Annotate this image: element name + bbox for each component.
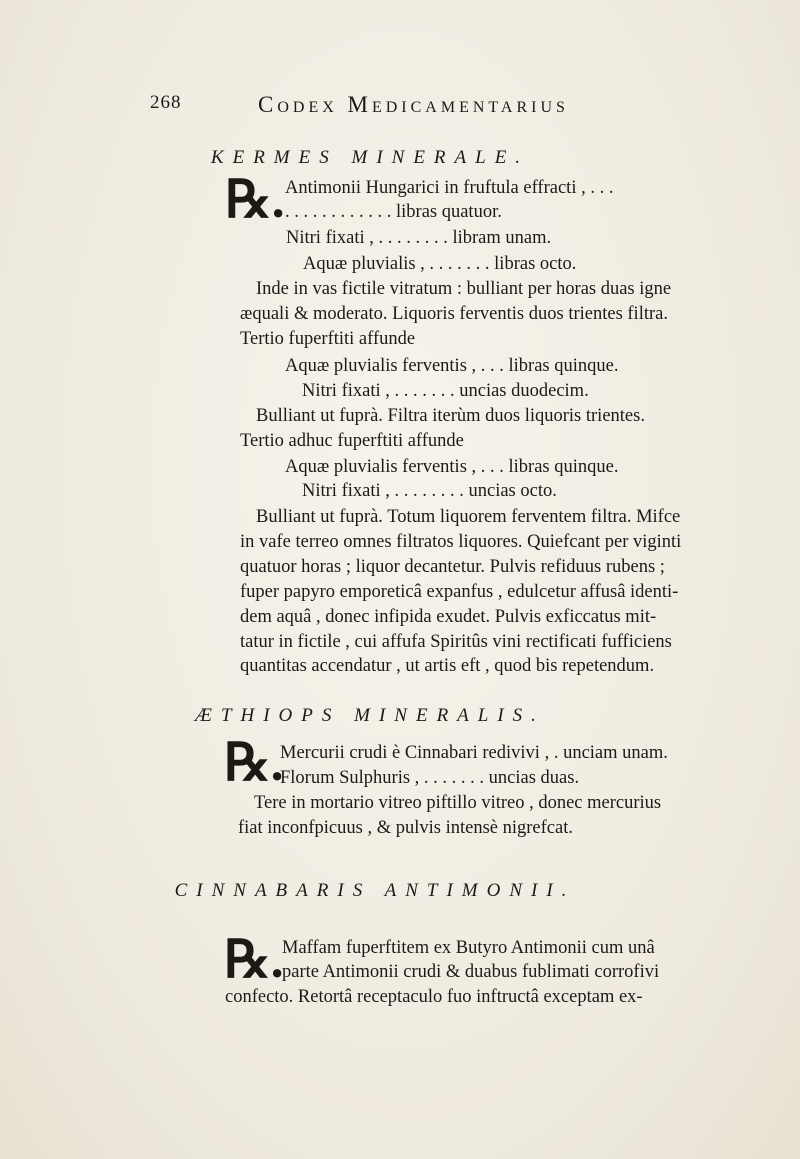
text-line: Inde in vas fictile vitratum : bulliant per horas duas igne [256, 279, 672, 299]
text-line: quantitas accendatur , ut artis eft , quod bis repetendum. [240, 656, 655, 676]
text-line: dem aquâ , donec infipida exudet. Pulvis exficcatus mit- [240, 607, 657, 627]
section-title-aethiops: ÆTHIOPS MINERALIS. [195, 705, 545, 726]
text-line: Maffam fuperftitem ex Butyro Antimonii cum unâ [282, 938, 655, 958]
recipe-mark: ℞. [224, 932, 284, 989]
text-line: fuper papyro emporeticâ expanfus , edulcetur affusâ identi- [240, 582, 679, 602]
text-line: Nitri fixati , . . . . . . . . libram unam. [286, 228, 552, 248]
text-line: Nitri fixati , . . . . . . . uncias duodecim. [302, 381, 589, 401]
text-line: Aquæ pluvialis ferventis , . . . libras quinque. [285, 457, 619, 477]
running-head: Codex Medicamentarius [258, 92, 569, 117]
text-line: Florum Sulphuris , . . . . . . . uncias duas. [280, 768, 580, 788]
recipe-mark: ℞. [225, 172, 285, 229]
text-line: parte Antimonii crudi & duabus fublimati corrofivi [282, 962, 660, 982]
text-line: tatur in fictile , cui affufa Spiritûs vini rectificati fufficiens [240, 632, 672, 652]
text-line: Tertio fuperftiti affunde [240, 329, 416, 349]
text-line: fiat inconfpicuus , & pulvis intensè nigrefcat. [238, 818, 573, 838]
text-line: æquali & moderato. Liquoris ferventis duos trientes filtra. [240, 304, 668, 324]
recipe-mark: ℞. [224, 735, 284, 792]
section-title-kermes: KERMES MINERALE. [210, 147, 530, 168]
page-number: 268 [150, 92, 182, 113]
text-line: Aquæ pluvialis , . . . . . . . libras octo. [303, 254, 577, 274]
text-line: Antimonii Hungarici in fruftula effracti , . . . [285, 178, 614, 198]
text-line: Nitri fixati , . . . . . . . . uncias octo. [302, 481, 557, 501]
text-line: Bulliant ut fuprà. Filtra iterùm duos liquoris trientes. [256, 406, 645, 426]
text-line: . . . . . . . . . . . . libras quatuor. [285, 202, 502, 222]
text-line: Tertio adhuc fuperftiti affunde [240, 431, 464, 451]
text-line: Bulliant ut fuprà. Totum liquorem ferventem filtra. Mifce [256, 507, 681, 527]
text-line: quatuor horas ; liquor decantetur. Pulvis refiduus rubens ; [240, 557, 665, 577]
text-line: Mercurii crudi è Cinnabari redivivi , . unciam unam. [280, 743, 668, 763]
section-title-cinnabaris: CINNABARIS ANTIMONII. [174, 880, 576, 901]
text-line: in vafe terreo omnes filtratos liquores. Quiefcant per viginti [240, 532, 682, 552]
text-line: Tere in mortario vitreo piftillo vitreo , donec mercurius [254, 793, 662, 813]
text-line: confecto. Retortâ receptaculo fuo inftructâ exceptam ex- [225, 987, 643, 1007]
text-line: Aquæ pluvialis ferventis , . . . libras quinque. [285, 356, 619, 376]
